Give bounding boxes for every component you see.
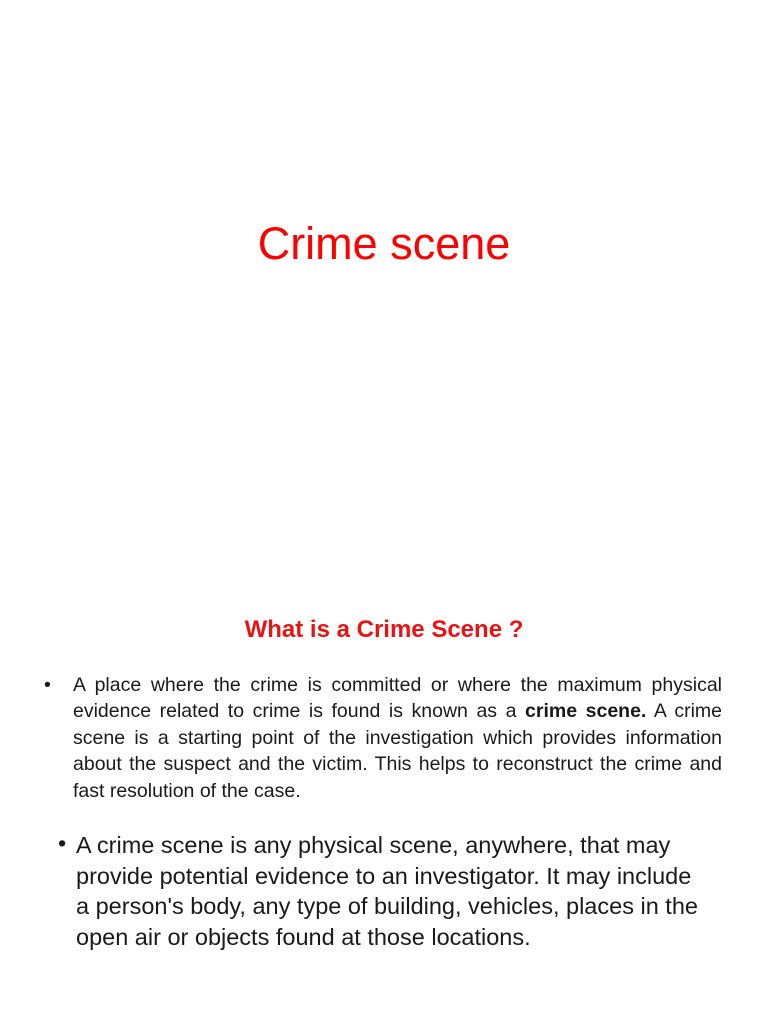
bullet-bold-term: crime scene.: [525, 700, 647, 723]
bullet-text: A crime scene is any physical scene, anywhere, that may provide potential evidence to an investigator. It may include a person's body, any type of building, vehicles, places in the open air or objects found at those locations.: [76, 832, 698, 950]
slide-title: Crime scene: [257, 218, 511, 269]
bullet-marker: •: [44, 674, 51, 696]
bullet-text-start: A place where the crime is committed or where the maximum physical evidence related to crime is found is known as a: [73, 674, 722, 723]
section-heading: What is a Crime Scene ?: [244, 616, 524, 643]
bullet-item-definition: [44, 672, 722, 804]
bullet-item-physical-scene: [58, 830, 708, 952]
bullet-text: [73, 672, 722, 804]
bullet-text-end: A crime scene is a starting point of the investigation which provides information about the suspect and the victim. This helps to reconstruct the crime and fast resolution of the case.: [73, 700, 722, 802]
bullet-marker: •: [58, 830, 67, 856]
